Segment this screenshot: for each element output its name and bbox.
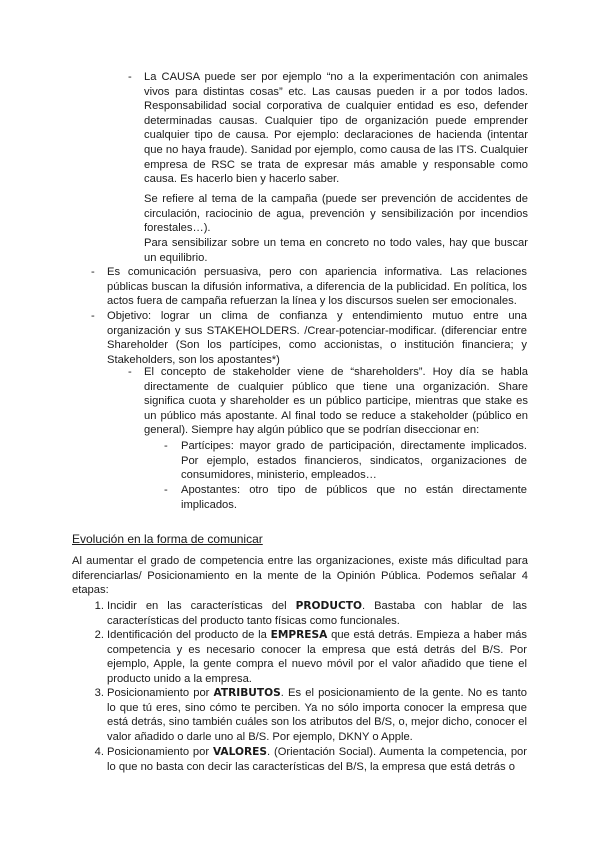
bullet-dash: - <box>91 310 95 322</box>
stage-values <box>107 745 527 774</box>
stage-text: que está detrás. Empieza a haber más competencia y es necesario conocer la empresa que está detrás del B/S. Por ejemplo, Apple, la gente compra el nuevo móvil por el valor añadido que tiene el producto unido a la empresa. <box>107 629 527 685</box>
stage-product <box>107 599 527 628</box>
apostantes-item: Apostantes: otro tipo de públicos que no están directamente implicados. <box>181 484 527 511</box>
participes-item: Partícipes: mayor grado de participación, directamente implicados. Por ejemplo, estados financieros, sindicatos, organizaciones de consumidores, ministerio, empleados… <box>181 440 527 482</box>
section-intro: Al aumentar el grado de competencia entre las organizaciones, existe más dificultad para diferenciarlas/ Posicionamiento en la mente de la Opinión Pública. Podemos señalar 4 etapas: <box>72 555 528 597</box>
stage-attributes <box>107 686 527 744</box>
stage-company <box>107 628 527 686</box>
stage-text: . (Orientación Social). Aumenta la competencia, por lo que no basta con decir las características del B/S, la empresa que está detrás o <box>107 746 527 773</box>
persuasive-communication-item: Es comunicación persuasiva, pero con apariencia informativa. Las relaciones públicas buscan la difusión informativa, a diferencia de la publicidad. En política, los actos fuera de campaña refuerzan la línea y los discursos suelen ser emocionales. <box>107 266 527 308</box>
stakeholder-concept-item: El concepto de stakeholder viene de “shareholders”. Hoy día se habla directamente de cualquier público que tiene una organización. Share significa cuota y shareholder es un público participe, mientras que stake es un público más apostante. Al final todo se reduce a stakeholder (público en general). Siempre hay algún público que se podrían diseccionar en: <box>144 366 528 437</box>
bullet-dash: - <box>164 440 168 452</box>
stage-keyword: PRODUCTO <box>295 600 362 612</box>
stage-text: Posicionamiento por <box>107 687 214 699</box>
stage-number: 4. <box>94 746 104 758</box>
bullet-dash: - <box>164 484 168 496</box>
stage-text: Posicionamiento por <box>107 746 213 758</box>
bullet-dash: - <box>128 366 132 378</box>
stage-text: . Bastaba con hablar de las características del producto tanto físicas como funcionales. <box>107 600 527 627</box>
campaign-topic-paragraph: Se refiere al tema de la campaña (puede ser prevención de accidentes de circulación, raciocinio de agua, prevención y sensibilización por incendios forestales…). <box>144 193 528 235</box>
stage-number: 1. <box>94 600 104 612</box>
stage-number: 2. <box>94 629 104 641</box>
stage-number: 3. <box>94 687 104 699</box>
stage-text: Incidir en las características del <box>107 600 296 612</box>
bullet-dash: - <box>128 71 132 83</box>
stage-text: . Es el posicionamiento de la gente. No es tanto lo que tú eres, sino cómo te perciben. Ya no sólo importa conocer la empresa que está detrás, sino también cuáles son los atributos del B/S, o, mejor dicho, conocer el valor añadido o darle uno al B/S. Por ejemplo, DKNY o Apple. <box>107 687 527 743</box>
causa-list-item: La CAUSA puede ser por ejemplo “no a la experimentación con animales vivos para distintas cosas” etc. Las causas pueden ir a por todos lados. Responsabilidad social corporativa de cualquier entidad es eso, defender determinadas causas. Cualquier tipo de organización puede emprender cualquier tipo de causa. Por ejemplo: declaraciones de hacienda (intentar que no haya fraude). Sanidad por ejemplo, como causa de las ITS. Cualquier empresa de RSC se trata de expresar más amable y responsable como causa. Es hacerlo bien y hacerlo saber. <box>144 71 528 186</box>
sensitize-paragraph: Para sensibilizar sobre un tema en concreto no todo vales, hay que buscar un equilibrio. <box>144 237 528 264</box>
stage-text: Identificación del producto de la <box>107 629 271 641</box>
bullet-dash: - <box>91 266 95 278</box>
section-heading: Evolución en la forma de comunicar <box>72 532 263 546</box>
stage-keyword: EMPRESA <box>270 629 328 641</box>
stage-keyword: VALORES <box>212 746 268 758</box>
stage-keyword: ATRIBUTOS <box>213 687 281 699</box>
objective-item: Objetivo: lograr un clima de confianza y entendimiento mutuo entre una organización y sus STAKEHOLDERS. /Crear-potenciar-modificar. (diferenciar entre Shareholder (Son los partícipes, como accionistas, o institución financiera; y Stakeholders, son los apostantes*) <box>107 310 527 366</box>
